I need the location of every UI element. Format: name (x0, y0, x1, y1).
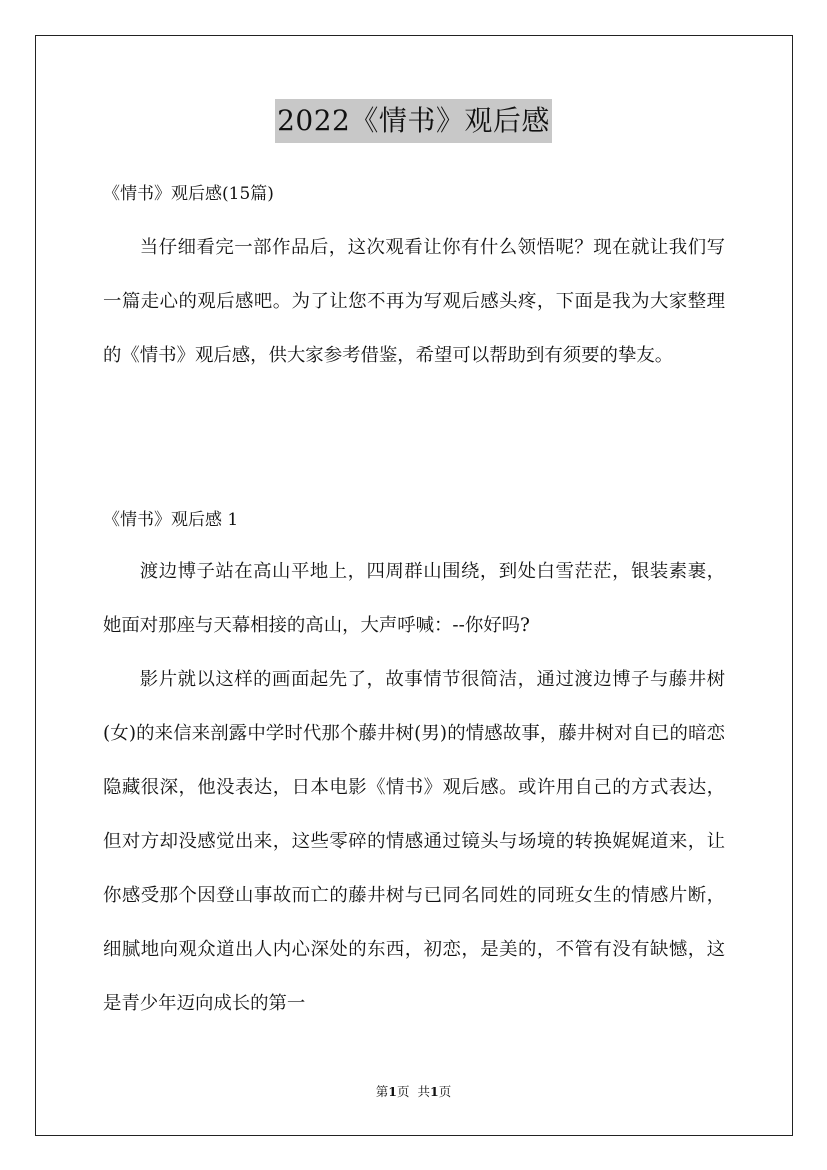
section-heading: 《情书》观后感 1 (103, 510, 239, 530)
intro-paragraph: 当仔细看完一部作品后，这次观看让你有什么领悟呢？现在就让我们写一篇走心的观后感吧。为了让您不再为写观后感头疼，下面是我为大家整理的《情书》观后感，供大家参考借鉴，希望可以帮助到有须要的挚友。 (103, 237, 725, 366)
page-footer (0, 1083, 827, 1101)
footer-prefix: 第 (375, 1084, 389, 1099)
document-subtitle: 《情书》观后感(15篇) (103, 184, 274, 204)
body-paragraph: 影片就以这样的画面起先了，故事情节很简洁，通过渡边博子与藤井树(女)的来信来剖露中学时代那个藤井树(男)的情感故事，藤井树对自已的暗恋隐藏很深，他没表达，日本电影《情书》观后感。或许用自己的方式表达，但对方却没感觉出来，这些零碎的情感通过镜头与场境的转换娓娓道来，让你感受那个因登山事故而亡的藤井树与已同名同姓的同班女生的情感片断，细腻地向观众道出人内心深处的东西，初恋，是美的，不管有没有缺憾，这是青少年迈向成长的第一 (103, 669, 725, 1014)
page-number: 1 (388, 1084, 397, 1099)
title-container (0, 99, 827, 143)
body-paragraph: 渡边博子站在高山平地上，四周群山围绕，到处白雪茫茫，银装素裹，她面对那座与天幕相接的高山，大声呼喊：--你好吗? (103, 561, 725, 636)
footer-page-suffix: 页 (397, 1084, 410, 1099)
footer-total-prefix: 共 (417, 1084, 430, 1099)
total-pages: 1 (429, 1084, 439, 1099)
footer-total-suffix: 页 (438, 1084, 452, 1099)
document-title: 2022《情书》观后感 (275, 99, 552, 143)
